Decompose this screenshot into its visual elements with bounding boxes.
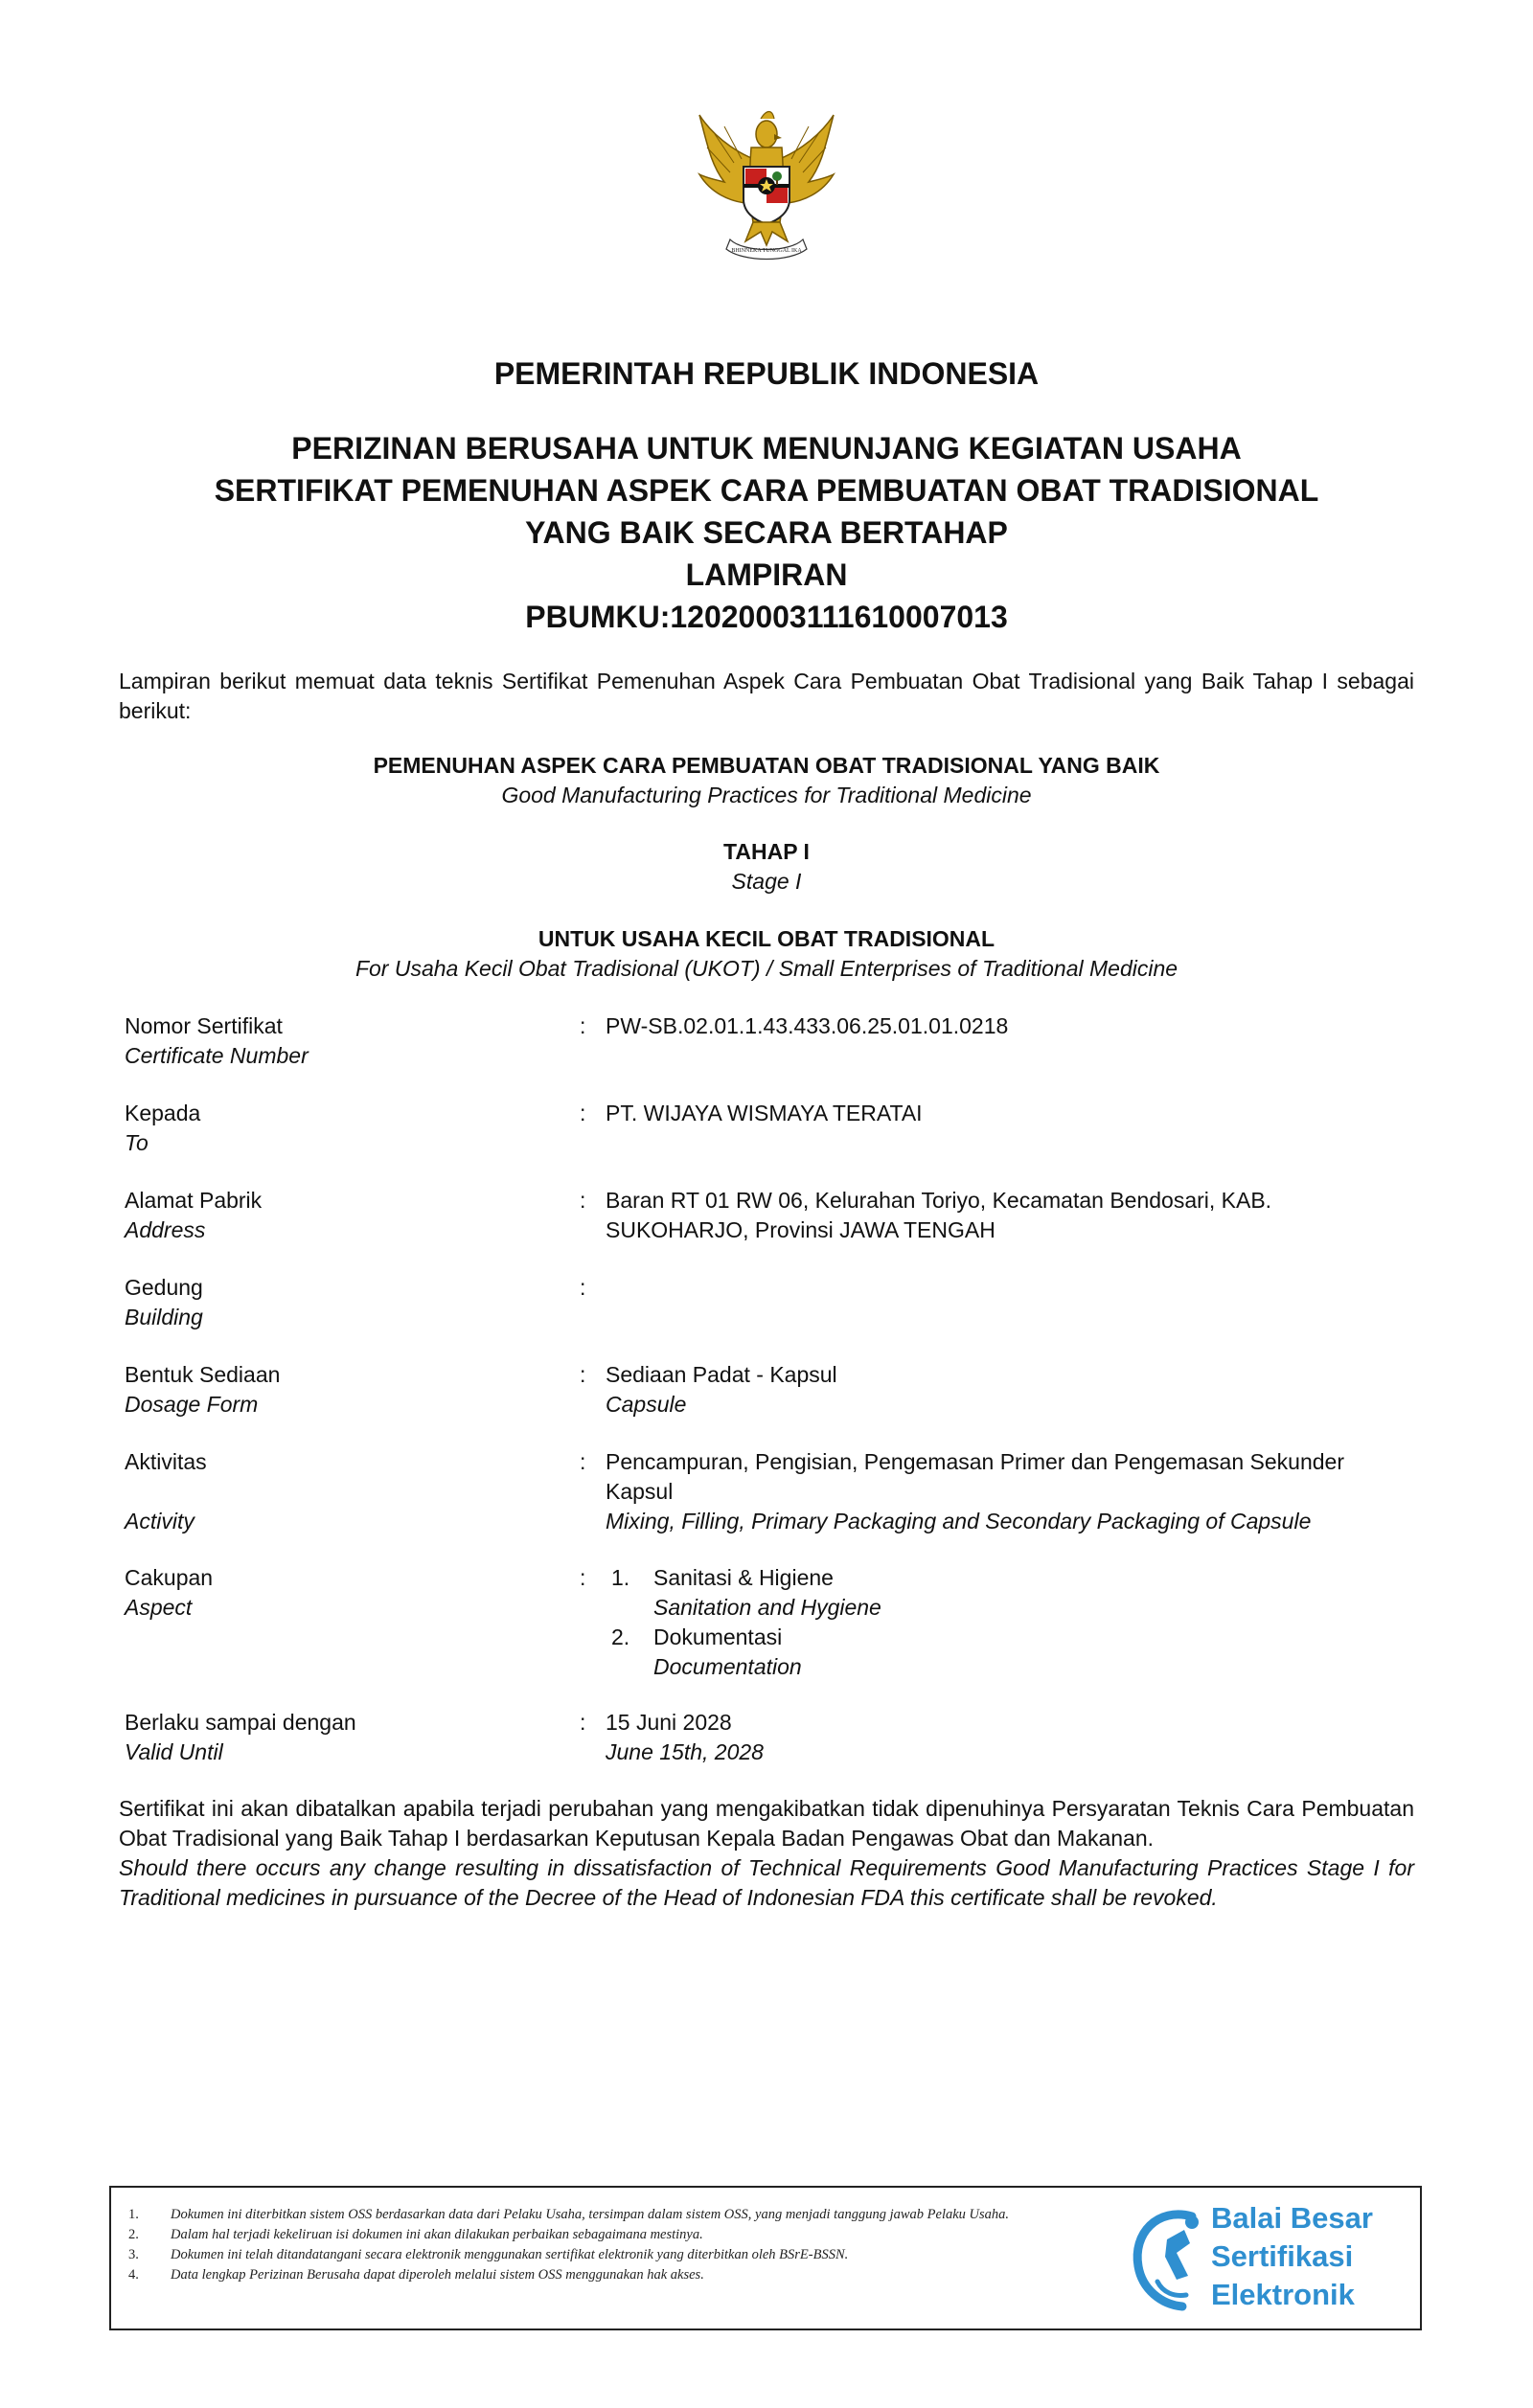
field-label: Alamat Pabrik	[125, 1188, 263, 1213]
field-label-en: Building	[125, 1305, 203, 1329]
intro-paragraph: Lampiran berikut memuat data teknis Sertifikat Pemenuhan Aspek Cara Pembuatan Obat Tradisional yang Baik Tahap I sebagai berikut:	[119, 669, 1414, 723]
field-label-en: Dosage Form	[125, 1392, 259, 1417]
activity-line-1: Pencampuran, Pengisian, Pengemasan Primer dan Pengemasan Sekunder	[606, 1449, 1344, 1474]
aspect-item-text: Sanitasi & Higiene	[653, 1565, 834, 1590]
field-label: Bentuk Sediaan	[125, 1362, 281, 1387]
footer-note-number: 3.	[128, 2247, 139, 2262]
field-colon: :	[580, 1710, 586, 1735]
aspect-item-number: 2.	[611, 1624, 630, 1649]
certificate-number-value: PW-SB.02.01.1.43.433.06.25.01.01.0218	[606, 1013, 1009, 1038]
field-label-en: Valid Until	[125, 1739, 223, 1764]
footer-note-number: 2.	[128, 2227, 139, 2242]
government-title: PEMERINTAH REPUBLIK INDONESIA	[493, 356, 1040, 391]
field-colon: :	[580, 1362, 586, 1387]
activity-line-2: Kapsul	[606, 1479, 674, 1504]
field-label: Berlaku sampai dengan	[125, 1710, 356, 1735]
field-colon: :	[580, 1101, 586, 1125]
address-line-2: SUKOHARJO, Provinsi JAWA TENGAH	[606, 1217, 995, 1242]
footer-notes	[128, 2205, 1134, 2285]
section-ukot-title: UNTUK USAHA KECIL OBAT TRADISIONAL	[538, 926, 995, 951]
field-label: Nomor Sertifikat	[125, 1013, 283, 1038]
footer-note	[128, 2265, 1134, 2285]
field-colon: :	[580, 1565, 586, 1590]
aspect-item	[606, 1623, 1525, 1682]
field-colon: :	[580, 1188, 586, 1213]
garuda-pancasila-emblem	[686, 105, 847, 268]
field-label-en: Aspect	[125, 1595, 193, 1620]
title-line-2: SERTIFIKAT PEMENUHAN ASPEK CARA PEMBUATAN OBAT TRADISIONAL	[214, 473, 1319, 508]
section-stage-subtitle: Stage I	[731, 869, 802, 894]
title-line-3: YANG BAIK SECARA BERTAHAP	[525, 515, 1008, 550]
aspect-item-text-en: Documentation	[653, 1654, 802, 1679]
section-stage	[0, 837, 1533, 897]
section-aspect	[0, 751, 1533, 810]
bsre-logo-line: Elektronik	[1211, 2278, 1355, 2311]
section-ukot	[0, 924, 1533, 984]
revocation-statement	[119, 1794, 1414, 1913]
field-colon: :	[580, 1449, 586, 1474]
footer-note	[128, 2205, 1134, 2225]
bsre-logo-line: Balai Besar	[1211, 2201, 1373, 2235]
footer-note	[128, 2245, 1134, 2265]
field-label: Gedung	[125, 1275, 203, 1300]
revocation-text-en: Should there occurs any change resulting in dissatisfaction of Technical Requirements Good Manufacturing Practices Stage I for Traditional medicines in pursuance of the Decree of the Head of Indonesian FDA this certificate shall be revoked.	[119, 1855, 1414, 1910]
bsre-logo-line: Sertifikasi	[1211, 2239, 1354, 2273]
dosage-form-value-en: Capsule	[606, 1392, 687, 1417]
section-aspect-subtitle: Good Manufacturing Practices for Traditional Medicine	[501, 783, 1032, 807]
footer-note-text: Dokumen ini diterbitkan sistem OSS berdasarkan data dari Pelaku Usaha, tersimpan dalam sistem OSS, yang menjadi tanggung jawab Pelaku Usaha.	[171, 2207, 1010, 2222]
aspect-item-number: 1.	[611, 1565, 630, 1590]
address-line-1: Baran RT 01 RW 06, Kelurahan Toriyo, Kecamatan Bendosari, KAB.	[606, 1188, 1272, 1213]
field-label: Aktivitas	[125, 1449, 207, 1474]
field-label-en: Address	[125, 1217, 206, 1242]
aspect-item	[606, 1563, 1525, 1623]
footer-note-number: 4.	[128, 2267, 139, 2283]
footer-note-text: Dalam hal terjadi kekeliruan isi dokumen ini akan dilakukan perbaikan sebagaimana mestinya.	[171, 2227, 703, 2242]
aspect-item-text-en: Sanitation and Hygiene	[653, 1595, 881, 1620]
footer-note	[128, 2225, 1134, 2245]
title-line-1: PERIZINAN BERUSAHA UNTUK MENUNJANG KEGIATAN USAHA	[291, 431, 1242, 466]
footer-disclaimer-box	[109, 2186, 1422, 2330]
dosage-form-value: Sediaan Padat - Kapsul	[606, 1362, 837, 1387]
permit-number: PBUMKU:12020003111610007013	[525, 600, 1008, 634]
footer-note-number: 1.	[128, 2207, 139, 2222]
footer-note-text: Dokumen ini telah ditandatangani secara elektronik menggunakan sertifikat elektronik yang diterbitkan oleh BSrE-BSSN.	[171, 2247, 849, 2262]
bsre-logo-icon	[1129, 2201, 1211, 2316]
section-stage-title: TAHAP I	[723, 839, 810, 864]
company-name-value: PT. WIJAYA WISMAYA TERATAI	[606, 1101, 923, 1125]
aspect-item-text: Dokumentasi	[653, 1624, 783, 1649]
field-colon: :	[580, 1013, 586, 1038]
field-label-en: To	[125, 1130, 149, 1155]
field-label: Cakupan	[125, 1565, 214, 1590]
field-colon: :	[580, 1275, 586, 1300]
emblem-motto: BHINNEKA TUNGGAL IKA	[731, 248, 802, 254]
bsre-logo	[1211, 2199, 1373, 2314]
field-label: Kepada	[125, 1101, 201, 1125]
section-aspect-title: PEMENUHAN ASPEK CARA PEMBUATAN OBAT TRADISIONAL YANG BAIK	[373, 753, 1160, 778]
footer-note-text: Data lengkap Perizinan Berusaha dapat diperoleh melalui sistem OSS menggunakan hak akses.	[171, 2267, 704, 2283]
valid-until-value: 15 Juni 2028	[606, 1710, 732, 1735]
field-label-en: Activity	[125, 1509, 194, 1533]
field-label-en: Certificate Number	[125, 1043, 309, 1068]
valid-until-value-en: June 15th, 2028	[606, 1739, 764, 1764]
section-ukot-subtitle: For Usaha Kecil Obat Tradisional (UKOT) / Small Enterprises of Traditional Medicine	[355, 956, 1178, 981]
title-line-4: LAMPIRAN	[685, 557, 848, 592]
revocation-text-id: Sertifikat ini akan dibatalkan apabila terjadi perubahan yang mengakibatkan tidak dipenuhinya Persyaratan Teknis Cara Pembuatan Obat Tradisional yang Baik Tahap I berdasarkan Keputusan Kepala Badan Pengawas Obat dan Makanan.	[119, 1796, 1414, 1851]
activity-value-en: Mixing, Filling, Primary Packaging and Secondary Packaging of Capsule	[606, 1509, 1312, 1533]
